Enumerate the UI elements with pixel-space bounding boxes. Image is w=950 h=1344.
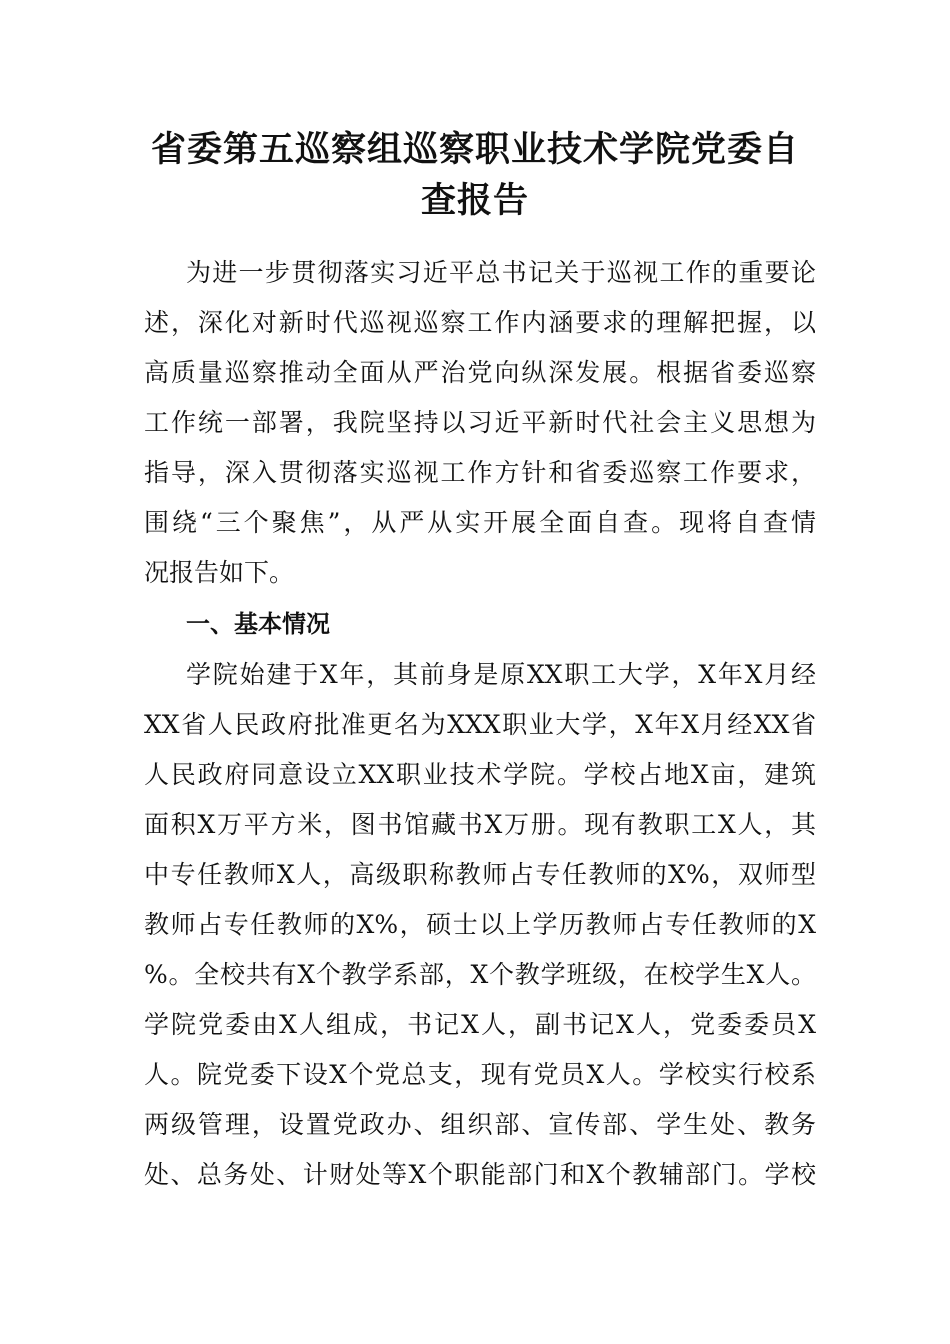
section-line: 学院始建于X年，其前身是原XX职工大学，X年X月经: [186, 660, 816, 689]
intro-line: 况报告如下。: [144, 558, 295, 587]
intro-line: 指导，深入贯彻落实巡视工作方针和省委巡察工作要求，: [144, 458, 816, 487]
intro-line: 围绕“三个聚焦”，从严从实开展全面自查。现将自查情: [144, 508, 816, 537]
section-line: 教师占专任教师的X%，硕士以上学历教师占专任教师的X: [144, 910, 816, 939]
section-line: 处、总务处、计财处等X个职能部门和X个教辅部门。学校: [144, 1160, 816, 1189]
intro-line: 为进一步贯彻落实习近平总书记关于巡视工作的重要论: [186, 258, 816, 287]
section-line: 学院党委由X人组成，书记X人，副书记X人，党委委员X: [144, 1010, 816, 1039]
section-line: XX省人民政府批准更名为XXX职业大学，X年X月经XX省: [144, 710, 816, 739]
intro-line: 述，深化对新时代巡视巡察工作内涵要求的理解把握，以: [144, 308, 816, 337]
section-line: 面积X万平方米，图书馆藏书X万册。现有教职工X人，其: [144, 810, 816, 839]
section-line: 人。院党委下设X个党总支，现有党员X人。学校实行校系: [144, 1060, 816, 1089]
document-title-line-2: 查报告: [420, 181, 529, 221]
section-line: %。全校共有X个教学系部，X个教学班级，在校学生X人。: [144, 960, 816, 989]
section-line: 两级管理，设置党政办、组织部、宣传部、学生处、教务: [144, 1110, 816, 1139]
document-title-line-1: 省委第五巡察组巡察职业技术学院党委自: [150, 130, 799, 170]
section-line: 人民政府同意设立XX职业技术学院。学校占地X亩，建筑: [144, 760, 816, 789]
section-line: 中专任教师X人，高级职称教师占专任教师的X%，双师型: [144, 860, 816, 889]
section-heading: 一、基本情况: [186, 610, 330, 638]
intro-line: 高质量巡察推动全面从严治党向纵深发展。根据省委巡察: [144, 358, 816, 387]
intro-line: 工作统一部署，我院坚持以习近平新时代社会主义思想为: [144, 408, 816, 437]
